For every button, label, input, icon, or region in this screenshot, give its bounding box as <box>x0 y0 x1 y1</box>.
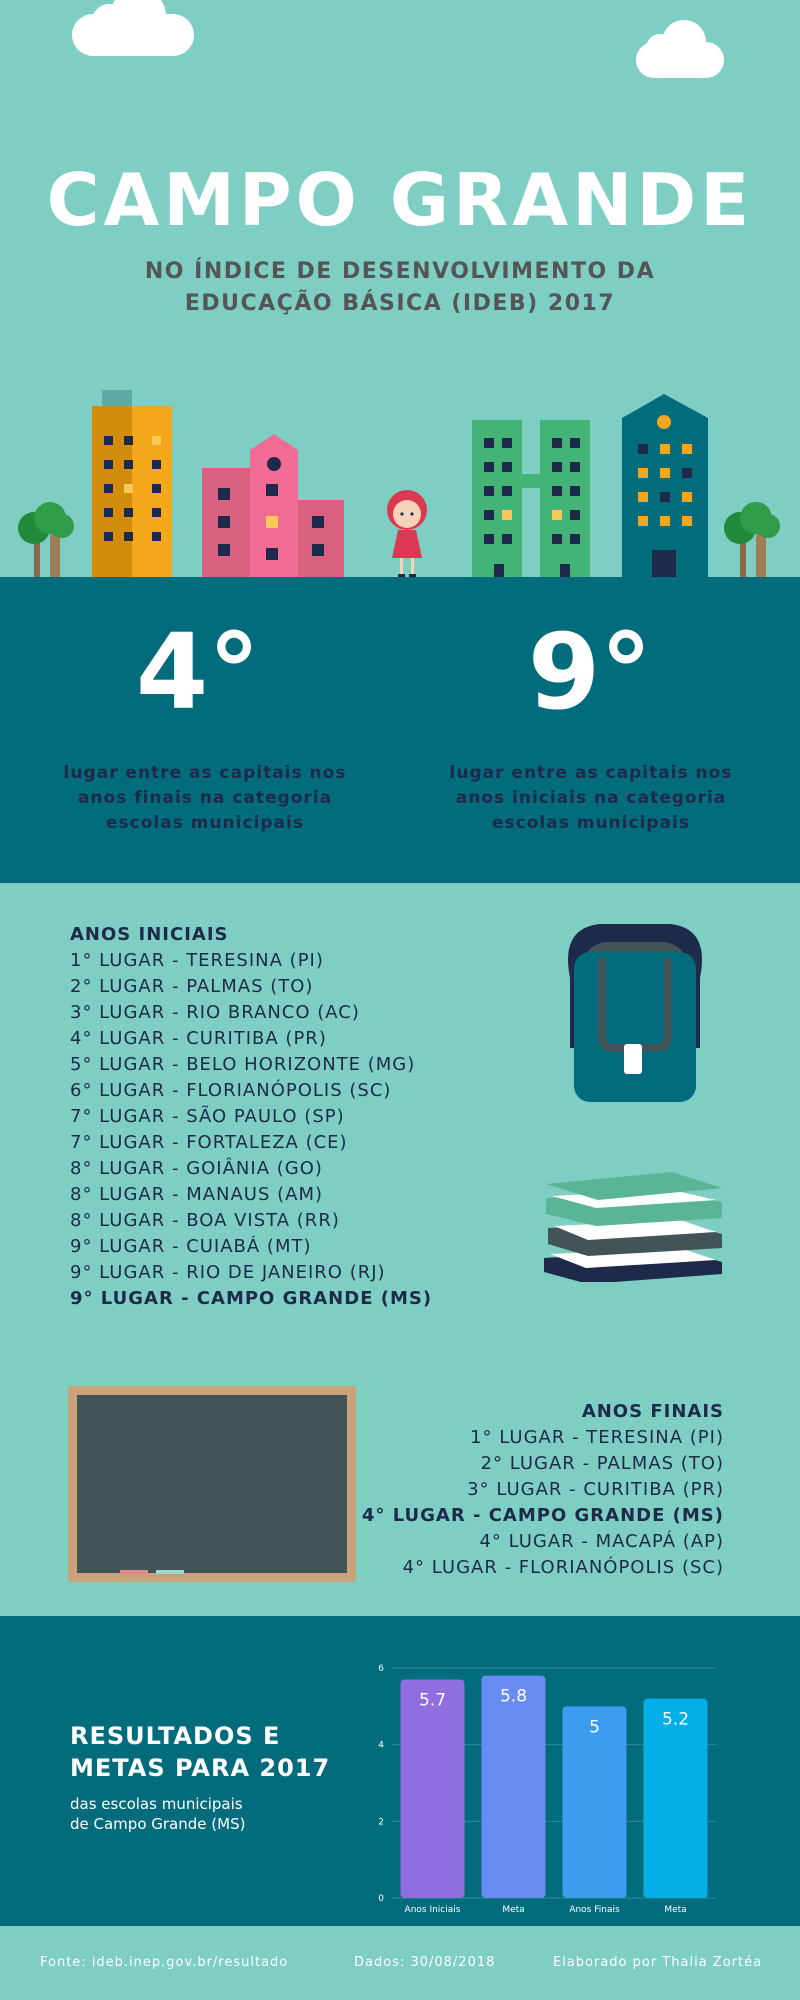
cloud-right <box>636 42 724 78</box>
footer-source: Fonte: ideb.inep.gov.br/resultado <box>40 1955 289 1970</box>
list-item-highlighted: 4° LUGAR - CAMPO GRANDE (MS) <box>361 1505 724 1526</box>
chalkboard-icon <box>68 1386 356 1582</box>
list-item: 1° LUGAR - TERESINA (PI) <box>70 950 324 971</box>
results-band <box>0 1616 800 1926</box>
page-subtitle <box>100 256 700 320</box>
chart-x-tick-label: Anos Iniciais <box>404 1905 461 1915</box>
chart-y-tick-label: 6 <box>378 1664 384 1674</box>
footer-date: Dados: 30/08/2018 <box>354 1955 496 1970</box>
chart-data-label: 5.2 <box>661 1709 690 1730</box>
results-title-line-1: RESULTADOS E <box>70 1722 281 1750</box>
chart-y-tick-label: 4 <box>378 1740 384 1751</box>
girl-character-icon <box>387 490 427 578</box>
ranking-band <box>0 577 800 883</box>
list-item: 6° LUGAR - FLORIANÓPOLIS (SC) <box>70 1080 392 1101</box>
city-skyline-illustration <box>0 380 800 578</box>
chalkboard-surface <box>77 1395 347 1573</box>
chart-data-label: 5.8 <box>499 1686 528 1707</box>
anos-finais-heading: ANOS FINAIS <box>581 1401 724 1422</box>
anos-iniciais-heading: ANOS INICIAIS <box>70 924 229 945</box>
list-item: 8° LUGAR - GOIÂNIA (GO) <box>70 1158 323 1179</box>
chart-x-tick-label: Meta <box>664 1905 687 1915</box>
anos-iniciais-list <box>70 922 490 1312</box>
rank-number-finais: 4° <box>135 611 261 733</box>
chart-x-tick-label: Meta <box>502 1905 525 1915</box>
rank-text-iniciais-line-2: anos iniciais na categoria <box>455 788 727 808</box>
rank-text-finais-line-3: escolas municipais <box>106 813 304 833</box>
chalk-blue <box>156 1570 184 1574</box>
rank-text-finais-line-2: anos finais na categoria <box>77 788 333 808</box>
list-item: 3° LUGAR - RIO BRANCO (AC) <box>70 1002 360 1023</box>
building-orange-icon <box>92 390 172 578</box>
chart-data-label: 5 <box>589 1717 600 1738</box>
list-item: 3° LUGAR - CURITIBA (PR) <box>467 1479 724 1500</box>
tree-icon-right <box>724 502 780 578</box>
rank-text-iniciais <box>441 761 741 836</box>
chart-bar <box>482 1676 546 1898</box>
results-title <box>70 1720 370 1784</box>
rank-text-finais-line-1: lugar entre as capitais nos <box>63 763 347 783</box>
list-item: 9° LUGAR - RIO DE JANEIRO (RJ) <box>70 1262 386 1283</box>
chart-data-label: 5.7 <box>418 1690 447 1711</box>
list-item: 5° LUGAR - BELO HORIZONTE (MG) <box>70 1054 416 1075</box>
chalk-red <box>120 1570 148 1574</box>
rank-text-iniciais-line-1: lugar entre as capitais nos <box>449 763 733 783</box>
list-item: 7° LUGAR - SÃO PAULO (SP) <box>70 1106 345 1127</box>
subtitle-line-1: NO ÍNDICE DE DESENVOLVIMENTO DA <box>144 259 656 284</box>
list-item-highlighted: 9° LUGAR - CAMPO GRANDE (MS) <box>70 1288 433 1309</box>
results-bar-chart <box>370 1632 730 1922</box>
results-title-line-2: METAS PARA 2017 <box>70 1754 331 1782</box>
list-item: 8° LUGAR - BOA VISTA (RR) <box>70 1210 340 1231</box>
list-item: 4° LUGAR - MACAPÁ (AP) <box>479 1531 724 1552</box>
cloud-left <box>72 14 194 56</box>
tree-icon-left <box>18 502 74 578</box>
results-subtitle-line-2: de Campo Grande (MS) <box>70 1815 246 1833</box>
footer-author: Elaborado por Thalia Zortéa <box>553 1955 763 1970</box>
rank-number-iniciais: 9° <box>527 611 653 733</box>
chart-x-tick-label: Anos Finais <box>569 1905 620 1915</box>
list-item: 1° LUGAR - TERESINA (PI) <box>470 1427 724 1448</box>
page-title: CAMPO GRANDE <box>46 158 754 242</box>
chart-bar <box>401 1680 465 1899</box>
building-teal-icon <box>622 394 708 578</box>
subtitle-line-2: EDUCAÇÃO BÁSICA (IDEB) 2017 <box>184 291 616 316</box>
results-subtitle <box>70 1794 330 1834</box>
anos-finais-list <box>340 1399 724 1581</box>
building-pink-icon <box>202 434 344 578</box>
list-item: 4° LUGAR - CURITIBA (PR) <box>70 1028 327 1049</box>
list-item: 4° LUGAR - FLORIANÓPOLIS (SC) <box>402 1557 724 1578</box>
list-item: 8° LUGAR - MANAUS (AM) <box>70 1184 324 1205</box>
chart-y-tick-label: 0 <box>378 1894 384 1904</box>
list-item: 9° LUGAR - CUIABÁ (MT) <box>70 1236 312 1257</box>
books-icon <box>540 1162 730 1282</box>
chart-y-tick-label: 2 <box>378 1817 384 1828</box>
rank-text-finais <box>55 761 355 836</box>
list-item: 2° LUGAR - PALMAS (TO) <box>480 1453 724 1474</box>
list-item: 7° LUGAR - FORTALEZA (CE) <box>70 1132 348 1153</box>
list-item: 2° LUGAR - PALMAS (TO) <box>70 976 314 997</box>
building-green-icon <box>472 420 590 578</box>
results-subtitle-line-1: das escolas municipais <box>70 1795 243 1813</box>
rank-text-iniciais-line-3: escolas municipais <box>492 813 690 833</box>
backpack-icon <box>540 918 730 1108</box>
footer <box>0 1926 800 2000</box>
